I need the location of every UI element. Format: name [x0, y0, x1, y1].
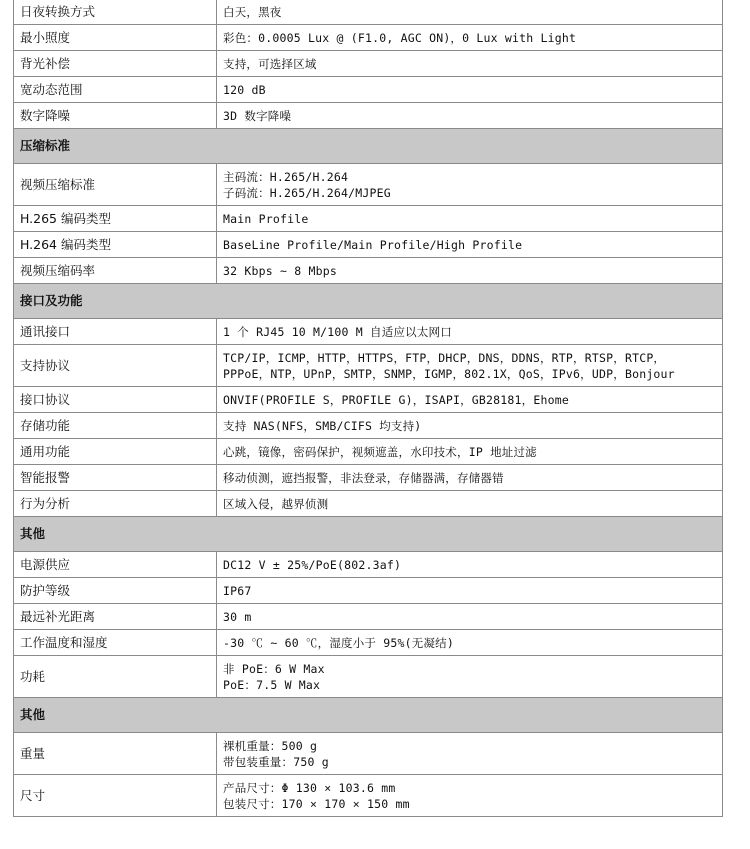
spec-value: [217, 491, 723, 517]
spec-value-line: 1 个 RJ45 10 M/100 M 自适应以太网口: [223, 324, 452, 339]
spec-row: [14, 51, 723, 77]
spec-value: [217, 387, 723, 413]
spec-value: [217, 656, 723, 698]
spec-value-line: PoE：7.5 W Max: [223, 677, 321, 692]
section-header-row: [14, 284, 723, 319]
spec-label: 重量: [14, 733, 217, 775]
spec-value-line: DC12 V ± 25%/PoE(802.3af): [223, 557, 402, 572]
spec-value-line: 主码流：H.265/H.264: [223, 169, 349, 184]
spec-row: [14, 77, 723, 103]
spec-value-line: 白天，黑夜: [223, 4, 282, 19]
spec-value: [217, 258, 723, 284]
spec-value: [217, 164, 723, 206]
spec-label: 工作温度和湿度: [14, 630, 217, 656]
spec-value-line: 区域入侵，越界侦测: [223, 496, 329, 511]
spec-value-line: 包装尺寸：170 × 170 × 150 mm: [223, 796, 410, 811]
spec-value-line: 3D 数字降噪: [223, 108, 292, 123]
spec-value: [217, 630, 723, 656]
spec-value: [217, 232, 723, 258]
section-header-row: [14, 698, 723, 733]
spec-value-line: IP67: [223, 583, 252, 598]
spec-row: [14, 319, 723, 345]
spec-table: [13, 0, 723, 817]
spec-label: 背光补偿: [14, 51, 217, 77]
spec-table-body: [14, 0, 723, 817]
spec-row: [14, 578, 723, 604]
spec-label: 通用功能: [14, 439, 217, 465]
spec-row: [14, 491, 723, 517]
spec-value-line: 子码流：H.265/H.264/MJPEG: [223, 185, 391, 200]
spec-value: [217, 604, 723, 630]
spec-value-line: Main Profile: [223, 211, 309, 226]
spec-value-line: 彩色：0.0005 Lux @ (F1.0, AGC ON)，0 Lux with Light: [223, 30, 577, 45]
spec-label: 电源供应: [14, 552, 217, 578]
spec-value: [217, 733, 723, 775]
spec-value-line: PPPoE，NTP，UPnP，SMTP，SNMP，IGMP，802.1X，QoS，IPv6，UDP，Bonjour: [223, 366, 675, 381]
spec-value-line: 移动侦测，遮挡报警，非法登录，存储器满，存储器错: [223, 470, 504, 485]
section-title: 其他: [14, 698, 723, 733]
spec-label: 通讯接口: [14, 319, 217, 345]
spec-value-line: 产品尺寸：Φ 130 × 103.6 mm: [223, 780, 396, 795]
spec-label: 尺寸: [14, 775, 217, 817]
spec-row: [14, 164, 723, 206]
spec-row: [14, 232, 723, 258]
spec-value: [217, 51, 723, 77]
spec-row: [14, 413, 723, 439]
section-header-row: [14, 129, 723, 164]
spec-value-line: 30 m: [223, 609, 252, 624]
spec-label: 日夜转换方式: [14, 0, 217, 25]
spec-row: [14, 206, 723, 232]
spec-value-line: 32 Kbps ~ 8 Mbps: [223, 263, 337, 278]
spec-label: 宽动态范围: [14, 77, 217, 103]
section-title: 接口及功能: [14, 284, 723, 319]
spec-label: 最小照度: [14, 25, 217, 51]
section-header-row: [14, 517, 723, 552]
spec-label: 防护等级: [14, 578, 217, 604]
spec-value: [217, 345, 723, 387]
spec-label: 智能报警: [14, 465, 217, 491]
section-title: 其他: [14, 517, 723, 552]
spec-row: [14, 103, 723, 129]
spec-row: [14, 552, 723, 578]
spec-row: [14, 25, 723, 51]
spec-label: 行为分析: [14, 491, 217, 517]
spec-value: [217, 319, 723, 345]
spec-value: [217, 578, 723, 604]
spec-row: [14, 258, 723, 284]
spec-row: [14, 604, 723, 630]
spec-label: H.265 编码类型: [14, 206, 217, 232]
spec-value-line: 支持，可选择区域: [223, 56, 317, 71]
spec-value-line: TCP/IP，ICMP，HTTP，HTTPS，FTP，DHCP，DNS，DDNS，RTP，RTSP，RTCP，: [223, 350, 666, 365]
spec-row: [14, 733, 723, 775]
spec-row: [14, 775, 723, 817]
spec-value: [217, 775, 723, 817]
spec-value: [217, 439, 723, 465]
spec-row: [14, 387, 723, 413]
spec-row: [14, 630, 723, 656]
spec-label: 最远补光距离: [14, 604, 217, 630]
spec-label: H.264 编码类型: [14, 232, 217, 258]
spec-value-line: 120 dB: [223, 82, 266, 97]
spec-value: [217, 206, 723, 232]
spec-row: [14, 656, 723, 698]
spec-value-line: 支持 NAS(NFS，SMB/CIFS 均支持): [223, 418, 422, 433]
spec-value: [217, 0, 723, 25]
spec-row: [14, 439, 723, 465]
spec-label: 接口协议: [14, 387, 217, 413]
spec-value: [217, 413, 723, 439]
spec-value-line: 裸机重量：500 g: [223, 738, 318, 753]
spec-label: 数字降噪: [14, 103, 217, 129]
spec-value-line: BaseLine Profile/Main Profile/High Profile: [223, 237, 523, 252]
spec-value-line: 心跳，镜像，密码保护，视频遮盖，水印技术，IP 地址过滤: [223, 444, 537, 459]
spec-value: [217, 25, 723, 51]
spec-value: [217, 465, 723, 491]
spec-value-line: -30 ℃ ~ 60 ℃，湿度小于 95%(无凝结): [223, 635, 454, 650]
spec-value-line: 非 PoE：6 W Max: [223, 661, 325, 676]
spec-label: 存储功能: [14, 413, 217, 439]
spec-label: 视频压缩码率: [14, 258, 217, 284]
spec-value: [217, 103, 723, 129]
spec-value-line: 带包装重量：750 g: [223, 754, 329, 769]
spec-row: [14, 465, 723, 491]
spec-label: 功耗: [14, 656, 217, 698]
spec-value-line: ONVIF(PROFILE S，PROFILE G)，ISAPI，GB28181，Ehome: [223, 392, 569, 407]
spec-value: [217, 77, 723, 103]
spec-label: 支持协议: [14, 345, 217, 387]
spec-row: [14, 345, 723, 387]
spec-label: 视频压缩标准: [14, 164, 217, 206]
spec-value: [217, 552, 723, 578]
section-title: 压缩标准: [14, 129, 723, 164]
spec-row: [14, 0, 723, 25]
